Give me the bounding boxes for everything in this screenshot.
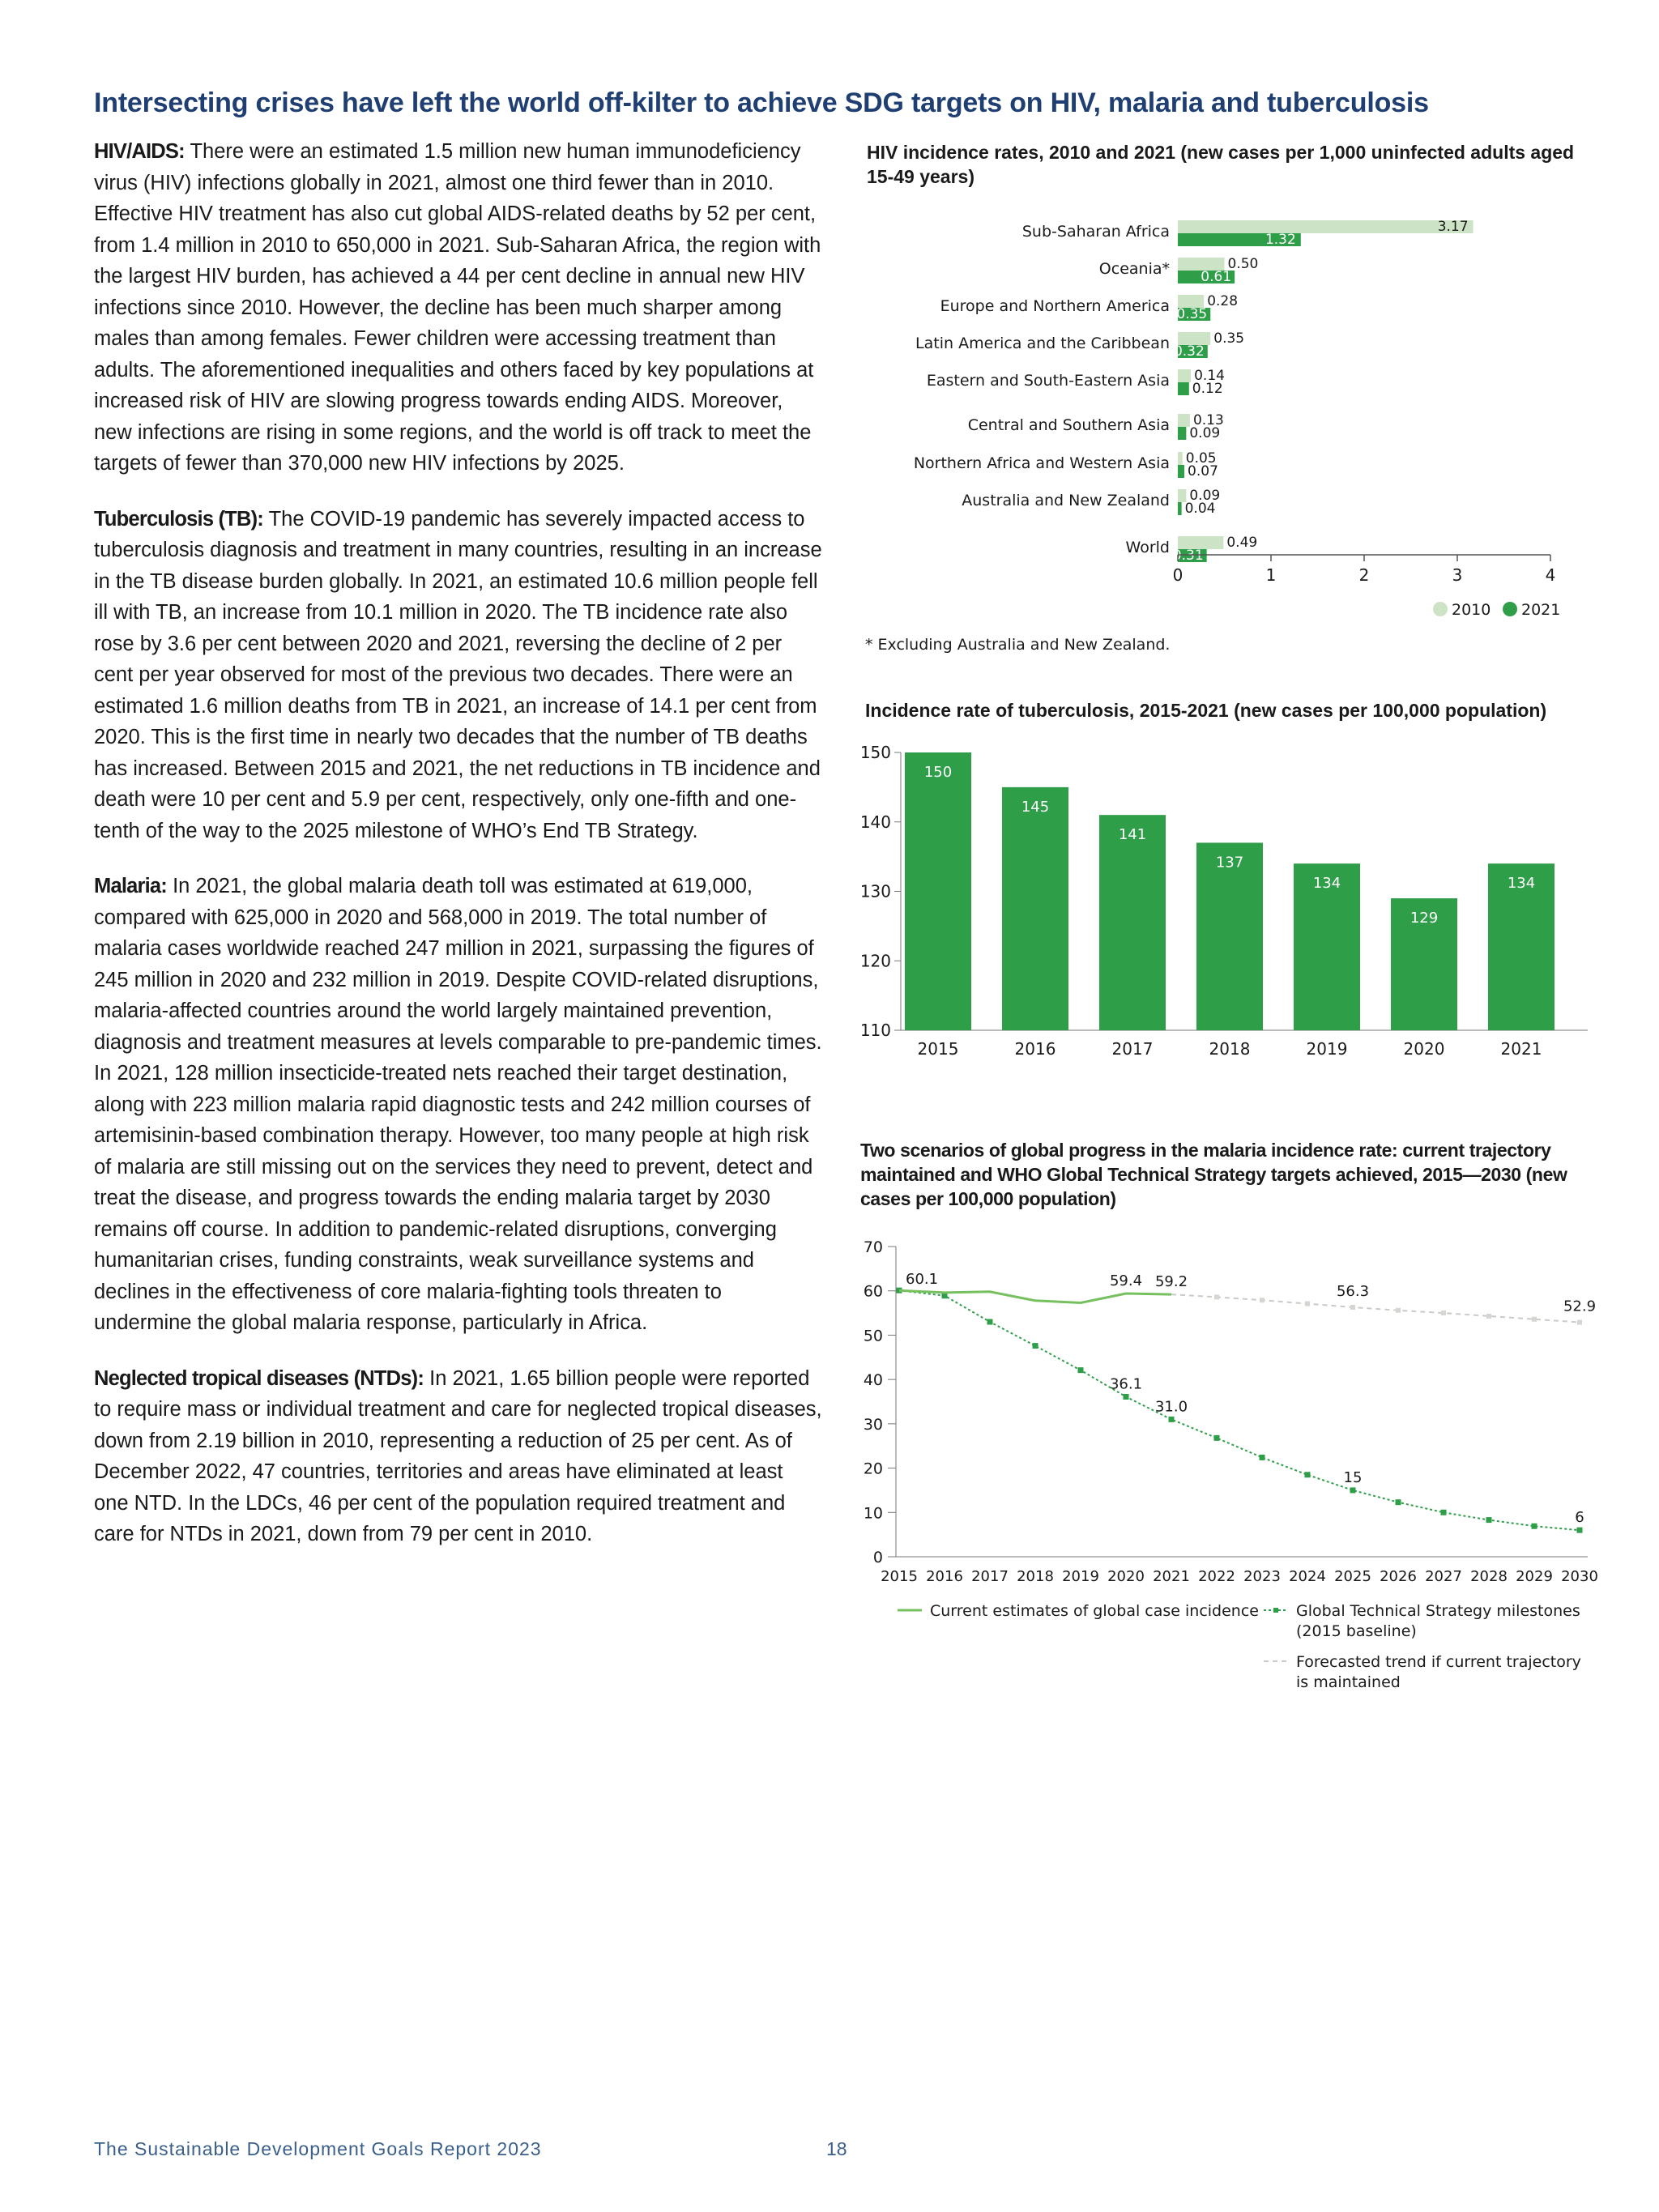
legend-current-label: Current estimates of global case incidence [930,1602,1259,1620]
hiv-x-tick-label: 4 [1545,565,1556,585]
hiv-category-label: Eastern and South-Eastern Asia [926,372,1170,390]
malaria-chart-title: Two scenarios of global progress in the malaria incidence rate: current trajectory maintained and WHO Global Technical Strategy targets achieved, 2015—2030 (new cases per 100,000 population) [860,1140,1567,1209]
hiv-label-2010: 0.14 [1194,368,1225,384]
malaria-value-label: 31.0 [1154,1398,1188,1416]
malaria-current-line [899,1290,1171,1302]
hiv-label-2021: 0.61 [1201,269,1232,285]
malaria-text: In 2021, the global malaria death toll was estimated at 619,000, compared with 625,000 in 2020 and 568,000 in 2019. The total number of malaria cases worldwide reached 247 million in 2021, surpassing the figures of 245 million in 2020 and 232 million in 2019. Despite COVID-related disruptions, malaria-affected countries around the world largely maintained prevention, diagnosis and treatment measures at levels comparable to pre-pandemic times. In 2021, 128 million insecticide-treated nets reached their target destination, along with 223 million malaria rapid diagnostic tests and 242 million courses of artemisinin-based combination therapy. However, too many people at high risk of malaria are still missing out on the services they need to prevent, detect and treat the disease, and progress towards the ending malaria target by 2030 remains off course. In addition to pandemic-related disruptions, converging humanitarian crises, funding constraints, weak surveillance systems and declines in the effectiveness of core malaria-fighting tools threaten to undermine the global malaria response, particularly in Africa. [94,875,822,1334]
hiv-x-tick-label: 2 [1358,565,1370,585]
hiv-bar-2021 [1178,427,1186,440]
hiv-category-label: Northern Africa and Western Asia [913,454,1170,472]
tb-y-tick-label: 130 [859,881,891,901]
malaria-x-tick-label: 2030 [1561,1568,1598,1585]
malaria-gts-marker [1396,1499,1401,1505]
malaria-value-label: 56.3 [1336,1282,1370,1300]
hiv-category-label: Latin America and the Caribbean [915,335,1170,352]
tb-x-tick-label: 2017 [1111,1039,1154,1059]
malaria-gts-marker [1486,1517,1492,1523]
hiv-x-tick-label: 3 [1452,565,1463,585]
malaria-value-label: 15 [1343,1468,1363,1486]
malaria-gts-marker [1078,1367,1084,1373]
page-number: 18 [826,2138,847,2159]
hiv-category-label: Sub-Saharan Africa [1021,223,1170,241]
malaria-gts-marker [1577,1528,1583,1533]
malaria-gts-marker [1532,1524,1537,1529]
legend-forecast-label: Forecasted trend if current trajectory [1296,1653,1581,1671]
malaria-gts-marker [1033,1343,1038,1349]
malaria-gts-marker [1124,1394,1129,1400]
tb-bar-label: 137 [1215,854,1244,872]
tb-x-tick-label: 2015 [917,1039,959,1059]
tb-x-tick-label: 2020 [1403,1039,1445,1059]
malaria-forecast-marker [1532,1317,1537,1322]
malaria-x-tick-label: 2019 [1062,1568,1099,1585]
malaria-incidence-chart [859,1227,1598,1691]
malaria-y-tick-label: 10 [863,1504,883,1523]
malaria-y-tick-label: 20 [863,1460,883,1478]
malaria-forecast-line [1171,1294,1580,1323]
hiv-label-2010: 0.05 [1185,450,1217,467]
malaria-paragraph [94,871,823,1339]
hiv-category-label: Europe and Northern America [940,297,1170,315]
legend-swatch-2010 [1433,602,1448,616]
malaria-x-tick-label: 2016 [926,1568,963,1585]
malaria-gts-marker [1214,1435,1220,1441]
hiv-label-2021: 1.32 [1265,232,1296,248]
tb-x-tick-label: 2019 [1306,1039,1348,1059]
malaria-forecast-marker [1305,1302,1310,1306]
hiv-bar-2021 [1178,502,1182,515]
malaria-x-tick-label: 2017 [971,1568,1009,1585]
ntd-paragraph [94,1363,823,1550]
hiv-bar-2010 [1178,220,1473,233]
malaria-value-label: 52.9 [1563,1298,1597,1315]
hiv-label-2021: 0.07 [1188,463,1218,479]
malaria-forecast-marker [1350,1305,1355,1310]
body-text [94,136,823,1575]
hiv-paragraph [94,136,823,479]
tb-y-tick-label: 140 [859,812,891,832]
hiv-chart-title: HIV incidence rates, 2010 and 2021 (new cases per 1,000 uninfected adults aged 15-49 years) [867,142,1575,187]
malaria-y-tick-label: 0 [872,1549,883,1566]
tb-bar [1099,815,1166,1030]
hiv-x-tick-label: 1 [1265,565,1277,585]
malaria-gts-marker [1260,1455,1265,1460]
hiv-label-2010: 0.13 [1192,412,1224,428]
malaria-value-label: 59.4 [1109,1272,1143,1289]
hiv-bar-2010 [1178,414,1190,427]
malaria-x-tick-label: 2018 [1017,1568,1054,1585]
hiv-label-2010: 0.50 [1227,256,1259,272]
tb-text: The COVID-19 pandemic has severely impacted access to tuberculosis diagnosis and treatment in many countries, resulting in an increase in the TB disease burden globally. In 2021, an estimated 10.6 million people fell ill with TB, an increase from 10.1 million in 2020. The TB incidence rate also rose by 3.6 per cent between 2020 and 2021, reversing the decline of 2 per cent per year observed for most of the previous two decades. There were an estimated 1.6 million deaths from TB in 2021, an increase of 14.1 per cent from 2020. This is the first time in nearly two decades that the number of TB deaths has increased. Between 2015 and 2021, the net reductions in TB incidence and death were 10 per cent and 5.9 per cent, respectively, only one-fifth and one-tenth of the way to the 2025 milestone of WHO’s End TB Strategy. [94,507,822,842]
hiv-label-2021: 0.35 [1176,306,1208,322]
malaria-x-tick-label: 2027 [1425,1568,1462,1585]
tb-incidence-chart [859,733,1588,1073]
malaria-y-tick-label: 60 [863,1282,883,1301]
tb-paragraph [94,504,823,847]
hiv-x-tick-label: 0 [1172,565,1183,585]
legend-gts-label-2: (2015 baseline) [1296,1622,1417,1640]
hiv-category-label: Central and Southern Asia [967,416,1170,434]
malaria-forecast-marker [1577,1320,1582,1325]
hiv-label-2021: 0.31 [1172,548,1204,564]
tb-bar-label: 141 [1118,826,1147,844]
tb-y-tick-label: 150 [859,743,891,762]
malaria-gts-marker [1350,1487,1356,1493]
malaria-forecast-marker [1214,1294,1219,1299]
hiv-label-2021: 0.04 [1184,501,1216,517]
ntd-heading: Neglected tropical diseases (NTDs): [94,1366,424,1390]
malaria-x-tick-label: 2024 [1289,1568,1326,1585]
malaria-value-label: 59.2 [1154,1273,1188,1291]
malaria-y-tick-label: 30 [863,1415,883,1434]
malaria-gts-marker [1441,1510,1447,1515]
malaria-heading: Malaria: [94,875,167,897]
page-title: Intersecting crises have left the world off-kilter to achieve SDG targets on HIV, malaria and tuberculosis [94,87,1429,118]
malaria-x-tick-label: 2015 [881,1568,918,1585]
hiv-label-2010: 0.28 [1207,293,1239,309]
malaria-gts-marker [1169,1417,1175,1422]
malaria-y-tick-label: 70 [863,1238,883,1256]
tb-x-tick-label: 2018 [1209,1039,1251,1059]
legend-swatch-2021 [1503,602,1517,616]
malaria-x-tick-label: 2021 [1153,1568,1190,1585]
legend-label-2021: 2021 [1521,601,1561,619]
malaria-x-tick-label: 2026 [1380,1568,1417,1585]
malaria-x-tick-label: 2023 [1243,1568,1281,1585]
hiv-footnote: * Excluding Australia and New Zealand. [865,636,1171,654]
malaria-value-label: 6 [1575,1509,1584,1527]
tb-y-tick-label: 120 [859,951,891,971]
tb-bar [1002,787,1068,1030]
legend-forecast-label-2: is maintained [1296,1673,1401,1691]
hiv-category-label: Australia and New Zealand [962,492,1170,509]
malaria-value-label: 60.1 [906,1271,939,1289]
malaria-forecast-marker [1260,1298,1265,1302]
malaria-x-tick-label: 2029 [1516,1568,1553,1585]
tb-x-tick-label: 2016 [1014,1039,1056,1059]
malaria-gts-line [899,1290,1580,1530]
hiv-label-2021: 0.09 [1189,425,1221,441]
hiv-bar-2010 [1178,452,1183,465]
malaria-x-tick-label: 2020 [1107,1568,1145,1585]
hiv-bar-2021 [1178,382,1189,395]
hiv-label-2010: 3.17 [1437,219,1469,235]
tb-bar-label: 134 [1507,875,1536,893]
ntd-text: In 2021, 1.65 billion people were reported to require mass or individual treatment and care for neglected tropical diseases, down from 2.19 billion in 2010, representing a reduction of 25 per cent. As of December 2022, 47 countries, territories and areas have eliminated at least one NTD. In the LDCs, 46 per cent of the population required treatment and care for NTDs in 2021, down from 79 per cent in 2010. [94,1366,822,1545]
hiv-label-2010: 0.49 [1226,535,1258,551]
tb-y-tick-label: 110 [859,1021,891,1040]
legend-gts-label: Global Technical Strategy milestones [1296,1602,1580,1620]
hiv-label-2010: 0.09 [1189,488,1221,504]
malaria-x-tick-label: 2028 [1470,1568,1508,1585]
tb-bar [905,752,971,1030]
hiv-category-label: World [1125,539,1170,556]
hiv-bar-2021 [1178,465,1184,478]
footer-report-name: The Sustainable Development Goals Report 2023 [94,2138,542,2159]
tb-heading: Tuberculosis (TB): [94,507,263,531]
legend-label-2010: 2010 [1452,601,1491,619]
hiv-text: There were an estimated 1.5 million new human immunodeficiency virus (HIV) infections globally in 2021, almost one third fewer than in 2010. Effective HIV treatment has also cut global AIDS-related deaths by 52 per cent, from 1.4 million in 2010 to 650,000 in 2021. Sub-Saharan Africa, the region with the largest HIV burden, has achieved a 44 per cent decline in annual new HIV infections since 2010. However, the decline has been much sharper among males than among females. Fewer children were accessing treatment than adults. The aforementioned inequalities and others faced by key populations at increased risk of HIV are slowing progress towards ending AIDS. Moreover, new infections are rising in some regions, and the world is off track to meet the targets of fewer than 370,000 new HIV infections by 2025. [94,140,821,475]
hiv-label-2021: 0.32 [1173,343,1205,360]
hiv-label-2010: 0.35 [1213,330,1245,347]
malaria-y-tick-label: 40 [863,1371,883,1390]
tb-bar-label: 129 [1410,910,1439,927]
hiv-label-2021: 0.12 [1192,381,1223,397]
malaria-forecast-marker [1486,1314,1491,1319]
tb-bar-label: 145 [1021,798,1050,816]
malaria-gts-marker [1305,1472,1311,1477]
tb-x-tick-label: 2021 [1500,1039,1542,1059]
malaria-x-tick-label: 2022 [1198,1568,1235,1585]
malaria-gts-marker [987,1319,993,1325]
malaria-x-tick-label: 2025 [1334,1568,1371,1585]
tb-chart-title: Incidence rate of tuberculosis, 2015-2021 (new cases per 100,000 population) [865,700,1547,721]
hiv-heading: HIV/AIDS: [94,140,185,163]
tb-bar-label: 150 [923,764,953,781]
malaria-forecast-marker [1396,1308,1401,1313]
tb-bar-label: 134 [1312,875,1341,893]
legend-gts-marker [1273,1608,1278,1613]
malaria-y-tick-label: 50 [863,1327,883,1345]
malaria-value-label: 36.1 [1109,1375,1143,1393]
malaria-forecast-marker [1441,1311,1446,1315]
hiv-incidence-chart [859,194,1588,632]
hiv-category-label: Oceania* [1098,260,1170,278]
hiv-bar-2010 [1178,369,1191,382]
